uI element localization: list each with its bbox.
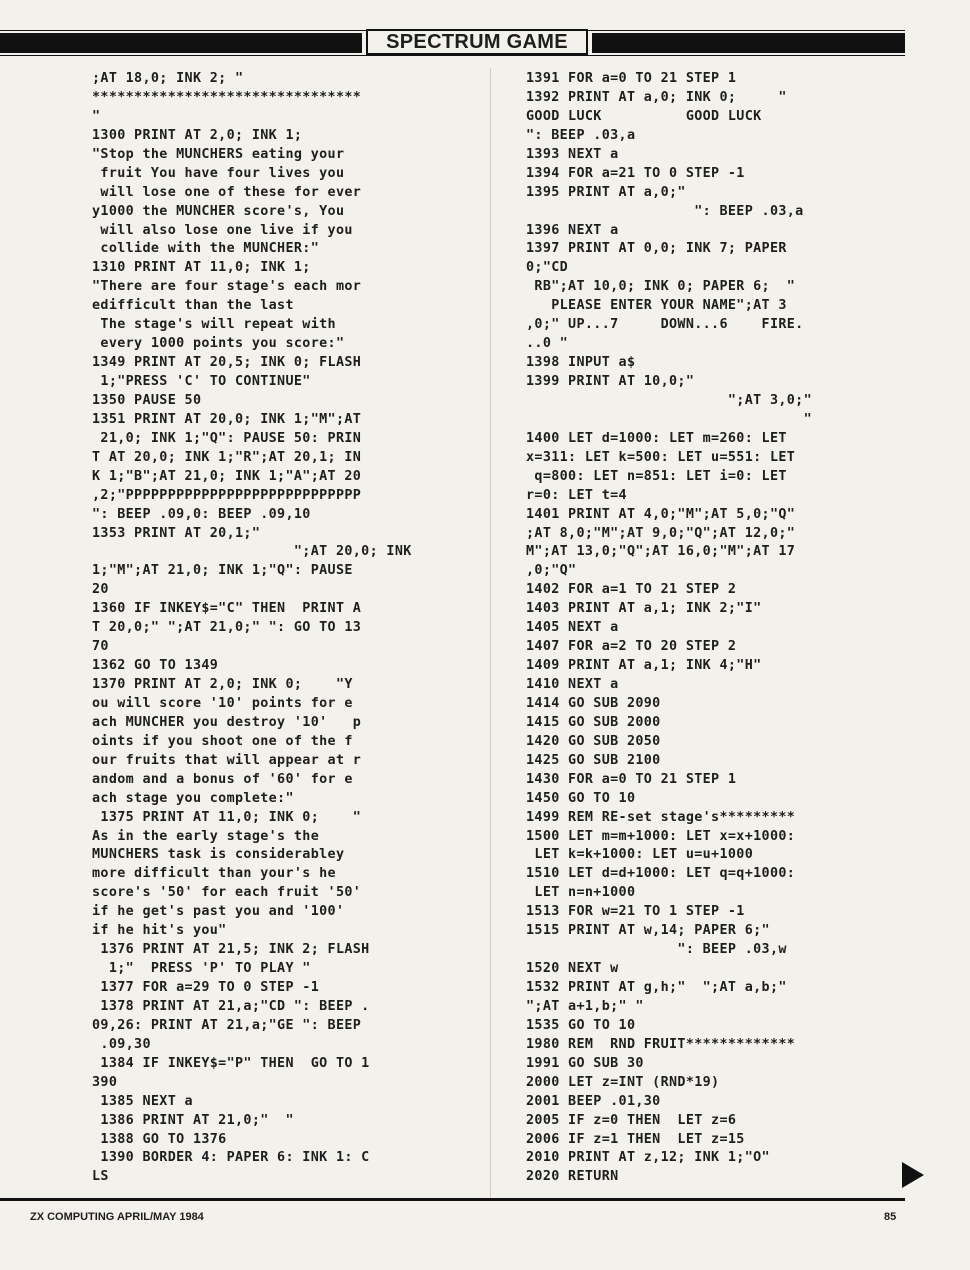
code-line: 1513 FOR w=21 TO 1 STEP -1 <box>526 904 745 920</box>
code-line: 1391 FOR a=0 TO 21 STEP 1 <box>526 71 737 86</box>
code-line: 1392 PRINT AT a,0; INK 0; " <box>526 89 787 105</box>
code-line: 20 <box>92 582 109 598</box>
code-line: x=311: LET k=500: LET u=551: LET <box>526 449 796 465</box>
code-line: 1;" PRESS 'P' TO PLAY " <box>92 961 311 977</box>
code-line: 1;"M";AT 21,0; INK 1;"Q": PAUSE <box>92 563 353 579</box>
header-bar-right <box>592 33 905 53</box>
code-line: 2006 IF z=1 THEN LET z=15 <box>526 1131 745 1147</box>
code-line: M";AT 13,0;"Q";AT 16,0;"M";AT 17 <box>526 544 796 560</box>
code-line: 1378 PRINT AT 21,a;"CD ": BEEP . <box>92 998 370 1014</box>
code-line: The stage's will repeat with <box>92 317 336 333</box>
code-line: .09,30 <box>92 1036 151 1052</box>
header-bar-left <box>0 33 362 53</box>
code-line: 1520 NEXT w <box>526 961 619 977</box>
code-line: q=800: LET n=851: LET i=0: LET <box>526 468 787 484</box>
code-line: 1376 PRINT AT 21,5; INK 2; FLASH <box>92 942 370 958</box>
footer-rule <box>0 1198 905 1201</box>
code-line: PLEASE ENTER YOUR NAME";AT 3 <box>526 298 787 314</box>
code-line: 1384 IF INKEY$="P" THEN GO TO 1 <box>92 1055 370 1071</box>
code-line: ;AT 18,0; INK 2; " <box>92 71 244 86</box>
code-line: 1430 FOR a=0 TO 21 STEP 1 <box>526 771 737 787</box>
code-line: 1385 NEXT a <box>92 1093 193 1109</box>
code-line: 1310 PRINT AT 11,0; INK 1; <box>92 260 311 276</box>
code-line: collide with the MUNCHER:" <box>92 241 320 257</box>
code-line: 1350 PAUSE 50 <box>92 392 202 408</box>
code-line: 1420 GO SUB 2050 <box>526 733 661 749</box>
code-line: 1500 LET m=m+1000: LET x=x+1000: <box>526 828 796 844</box>
code-line: 70 <box>92 639 109 655</box>
code-line: 1;"PRESS 'C' TO CONTINUE" <box>92 374 311 389</box>
code-line: RB";AT 10,0; INK 0; PAPER 6; " <box>526 279 796 295</box>
code-line: 1394 FOR a=21 TO 0 STEP -1 <box>526 165 745 181</box>
code-line: 1370 PRINT AT 2,0; INK 0; "Y <box>92 677 353 692</box>
code-line: As in the early stage's the <box>92 828 320 844</box>
code-line: 1405 NEXT a <box>526 620 619 636</box>
code-line: 1415 GO SUB 2000 <box>526 714 661 730</box>
listing-column-right <box>526 70 812 1187</box>
code-line: ": BEEP .03,a <box>526 203 804 219</box>
code-line: MUNCHERS task is considerabley <box>92 847 345 863</box>
code-line: score's '50' for each fruit '50' <box>92 885 362 901</box>
code-line: 1409 PRINT AT a,1; INK 4;"H" <box>526 658 762 674</box>
code-line: 1532 PRINT AT g,h;" ";AT a,b;" <box>526 980 787 995</box>
code-line: 1515 PRINT AT w,14; PAPER 6;" <box>526 923 770 939</box>
code-line: ,0;" UP...7 DOWN...6 FIRE. <box>526 317 804 333</box>
code-line: more difficult than your's he <box>92 866 336 882</box>
code-line: ..0 " <box>526 336 569 352</box>
code-line: 1395 PRINT AT a,0;" <box>526 184 686 200</box>
page-number: 85 <box>884 1211 897 1223</box>
code-line: 0;"CD <box>526 260 569 276</box>
code-line: ";AT 3,0;" <box>526 392 813 408</box>
code-line: 1407 FOR a=2 TO 20 STEP 2 <box>526 639 737 655</box>
code-line: 1386 PRINT AT 21,0;" " <box>92 1112 294 1128</box>
code-line: LET n=n+1000 <box>526 885 636 901</box>
code-line: ******************************** <box>92 89 362 105</box>
code-line: 2005 IF z=0 THEN LET z=6 <box>526 1112 737 1128</box>
code-line: 1403 PRINT AT a,1; INK 2;"I" <box>526 601 762 617</box>
code-line: 1362 GO TO 1349 <box>92 658 219 674</box>
code-line: 1400 LET d=1000: LET m=260: LET <box>526 430 787 446</box>
page-header <box>0 29 905 57</box>
code-line: ": BEEP .03,w <box>526 942 787 958</box>
code-line: 21,0; INK 1;"Q": PAUSE 50: PRIN <box>92 430 362 446</box>
code-line: ";AT 20,0; INK <box>92 544 412 560</box>
code-line: 1377 FOR a=29 TO 0 STEP -1 <box>92 980 320 995</box>
code-line: will lose one of these for ever <box>92 184 362 200</box>
code-line: 2020 RETURN <box>526 1169 619 1185</box>
code-line: 1349 PRINT AT 20,5; INK 0; FLASH <box>92 355 362 371</box>
continue-arrow-icon <box>902 1162 924 1188</box>
code-line: 390 <box>92 1074 118 1090</box>
code-line: LET k=k+1000: LET u=u+1000 <box>526 847 754 863</box>
code-line: 1450 GO TO 10 <box>526 790 636 806</box>
code-line: ,2;"PPPPPPPPPPPPPPPPPPPPPPPPPPPP <box>92 487 362 503</box>
listing-column-left <box>92 70 412 1187</box>
code-line: y1000 the MUNCHER score's, You <box>92 203 345 219</box>
code-line: K 1;"B";AT 21,0; INK 1;"A";AT 20 <box>92 468 362 484</box>
code-line: 1390 BORDER 4: PAPER 6: INK 1: C <box>92 1150 370 1166</box>
code-line: 1402 FOR a=1 TO 21 STEP 2 <box>526 582 737 598</box>
column-divider <box>490 68 491 1198</box>
code-line: if he get's past you and '100' <box>92 904 345 920</box>
code-line: GOOD LUCK GOOD LUCK <box>526 108 762 124</box>
code-line: T AT 20,0; INK 1;"R";AT 20,1; IN <box>92 449 362 465</box>
code-line: ": BEEP .09,0: BEEP .09,10 <box>92 506 311 522</box>
code-line: ou will score '10' points for e <box>92 695 353 711</box>
code-line: " <box>526 411 813 427</box>
code-line: 2001 BEEP .01,30 <box>526 1093 661 1109</box>
code-line: 1375 PRINT AT 11,0; INK 0; " <box>92 809 362 825</box>
code-line: our fruits that will appear at r <box>92 752 362 768</box>
code-line: 1410 NEXT a <box>526 677 619 692</box>
publication-footer: ZX COMPUTING APRIL/MAY 1984 <box>30 1211 204 1223</box>
code-line: ": BEEP .03,a <box>526 127 636 143</box>
code-line: ach stage you complete:" <box>92 790 294 806</box>
code-line: ;AT 8,0;"M";AT 9,0;"Q";AT 12,0;" <box>526 525 796 541</box>
section-title: SPECTRUM GAME <box>366 29 588 55</box>
code-line: ";AT a+1,b;" " <box>526 998 644 1014</box>
code-line: 1499 REM RE-set stage's********* <box>526 809 796 825</box>
code-line: every 1000 points you score:" <box>92 336 345 352</box>
code-line: "Stop the MUNCHERS eating your <box>92 146 345 162</box>
code-line: if he hit's you" <box>92 923 227 939</box>
code-line: 09,26: PRINT AT 21,a;"GE ": BEEP <box>92 1017 362 1033</box>
code-line: T 20,0;" ";AT 21,0;" ": GO TO 13 <box>92 620 362 636</box>
code-line: 1353 PRINT AT 20,1;" <box>92 525 261 541</box>
header-rule-bottom <box>0 55 905 56</box>
code-line: r=0: LET t=4 <box>526 487 627 503</box>
code-line: 1991 GO SUB 30 <box>526 1055 644 1071</box>
code-line: edifficult than the last <box>92 298 294 314</box>
code-line: " <box>92 108 101 124</box>
code-line: 1980 REM RND FRUIT************* <box>526 1036 796 1052</box>
code-line: 1388 GO TO 1376 <box>92 1131 227 1147</box>
code-line: 1360 IF INKEY$="C" THEN PRINT A <box>92 601 362 617</box>
code-line: ,0;"Q" <box>526 563 577 579</box>
code-line: 1398 INPUT a$ <box>526 355 636 371</box>
code-line: LS <box>92 1169 109 1185</box>
code-line: 1393 NEXT a <box>526 146 619 162</box>
code-line: ach MUNCHER you destroy '10' p <box>92 714 362 730</box>
code-line: 1351 PRINT AT 20,0; INK 1;"M";AT <box>92 411 362 427</box>
code-line: will also lose one live if you <box>92 222 353 238</box>
code-line: 1535 GO TO 10 <box>526 1017 636 1033</box>
code-line: oints if you shoot one of the f <box>92 733 353 749</box>
code-line: "There are four stage's each mor <box>92 279 362 295</box>
code-line: 1300 PRINT AT 2,0; INK 1; <box>92 127 303 143</box>
code-line: 1399 PRINT AT 10,0;" <box>526 374 695 389</box>
code-line: 2000 LET z=INT (RND*19) <box>526 1074 720 1090</box>
code-line: 1425 GO SUB 2100 <box>526 752 661 768</box>
code-line: 1397 PRINT AT 0,0; INK 7; PAPER <box>526 241 787 257</box>
code-line: 1414 GO SUB 2090 <box>526 695 661 711</box>
code-line: 1401 PRINT AT 4,0;"M";AT 5,0;"Q" <box>526 506 796 522</box>
code-line: 2010 PRINT AT z,12; INK 1;"O" <box>526 1150 770 1166</box>
code-line: 1510 LET d=d+1000: LET q=q+1000: <box>526 866 796 882</box>
code-line: fruit You have four lives you <box>92 165 345 181</box>
code-line: andom and a bonus of '60' for e <box>92 771 353 787</box>
code-line: 1396 NEXT a <box>526 222 619 238</box>
